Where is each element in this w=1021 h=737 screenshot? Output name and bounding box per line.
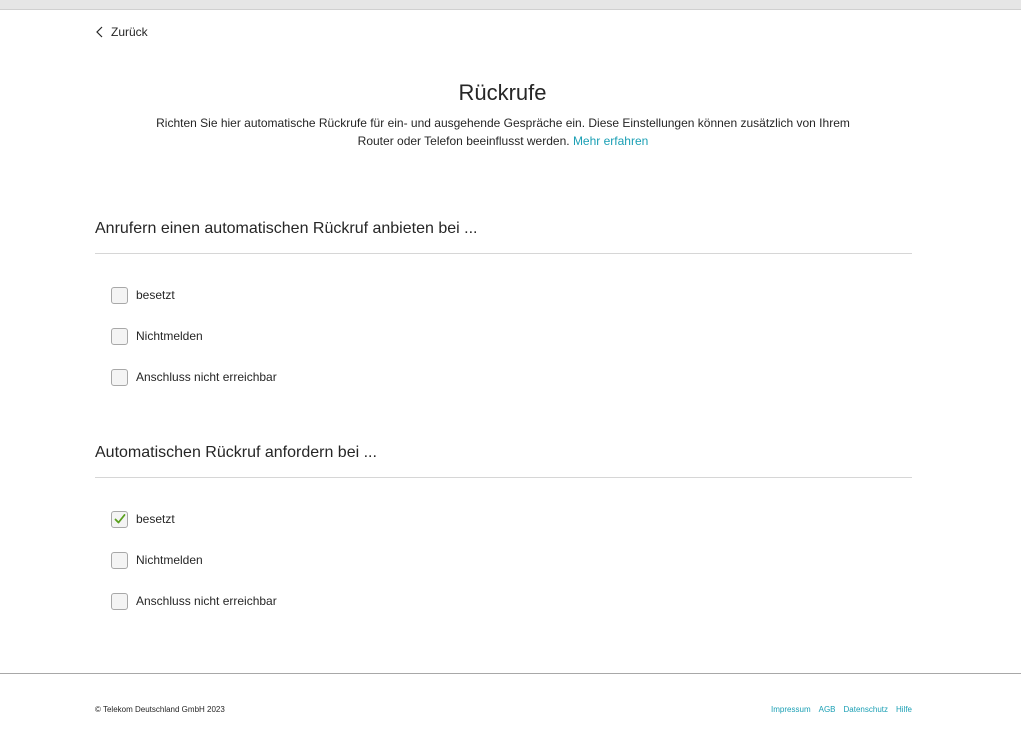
section-divider [95, 253, 912, 254]
footer-link-agb[interactable]: AGB [818, 705, 836, 714]
option-label: besetzt [136, 512, 175, 526]
option-request-busy[interactable] [111, 510, 175, 528]
checkmark-icon [114, 513, 126, 525]
checkbox-offer-no-answer[interactable] [111, 328, 128, 345]
copyright-text: © Telekom Deutschland GmbH 2023 [95, 705, 225, 714]
checkbox-request-unreachable[interactable] [111, 593, 128, 610]
option-offer-unreachable[interactable] [111, 368, 277, 386]
checkbox-offer-busy[interactable] [111, 287, 128, 304]
page-title: Rückrufe [458, 80, 547, 105]
option-label: Anschluss nicht erreichbar [136, 370, 277, 384]
intro-text: Richten Sie hier automatische Rückrufe für ein- und ausgehende Gespräche ein. Diese Einstellungen können zusätzlich von Ihrem Router oder Telefon beeinflusst werden. [156, 116, 850, 148]
checkbox-request-no-answer[interactable] [111, 552, 128, 569]
checkbox-offer-unreachable[interactable] [111, 369, 128, 386]
option-label: Nichtmelden [136, 329, 203, 343]
footer-divider [0, 673, 1021, 674]
footer-links [763, 705, 912, 714]
option-label: besetzt [136, 288, 175, 302]
checkbox-request-busy[interactable] [111, 511, 128, 528]
option-request-no-answer[interactable] [111, 551, 203, 569]
footer-link-hilfe[interactable]: Hilfe [895, 705, 912, 714]
option-offer-no-answer[interactable] [111, 327, 203, 345]
option-label: Nichtmelden [136, 553, 203, 567]
section-divider [95, 477, 912, 478]
browser-top-bar [0, 0, 1021, 10]
learn-more-link[interactable]: Mehr erfahren [572, 134, 649, 148]
option-offer-busy[interactable] [111, 286, 175, 304]
back-link[interactable] [95, 23, 148, 41]
chevron-left-icon [95, 26, 105, 38]
option-label: Anschluss nicht erreichbar [136, 594, 277, 608]
section-heading-request-callback: Automatischen Rückruf anfordern bei ... [95, 444, 377, 461]
section-heading-offer-callback: Anrufern einen automatischen Rückruf anbieten bei ... [95, 220, 478, 237]
option-request-unreachable[interactable] [111, 592, 277, 610]
page-intro [140, 114, 866, 150]
back-link-label: Zurück [111, 25, 148, 39]
footer-link-datenschutz[interactable]: Datenschutz [843, 705, 888, 714]
footer-link-impressum[interactable]: Impressum [771, 705, 811, 714]
